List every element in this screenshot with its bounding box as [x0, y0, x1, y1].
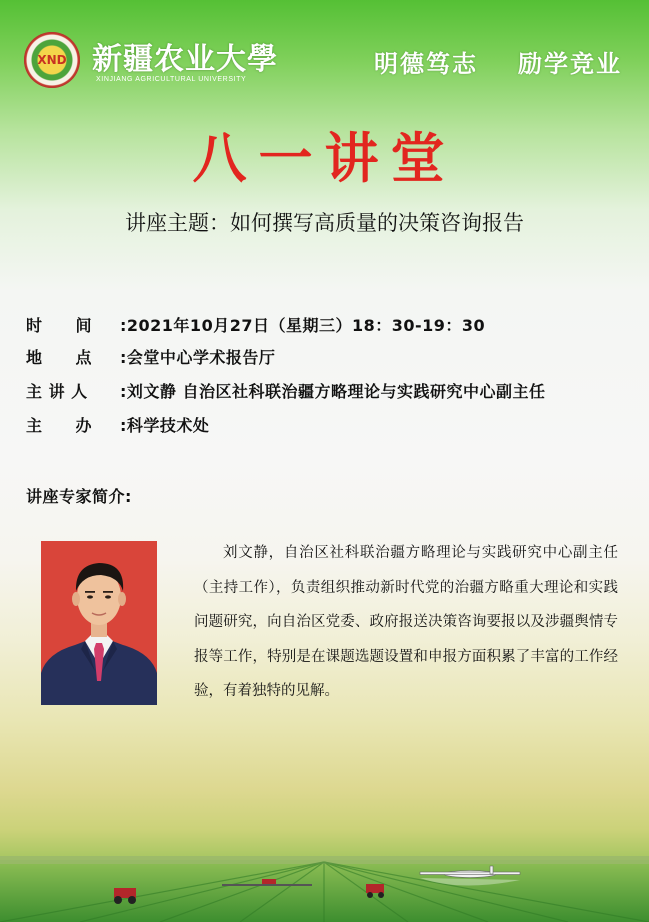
info-time: [26, 313, 485, 336]
motto-left: 明德笃志: [374, 49, 478, 78]
university-logo: [24, 32, 80, 88]
farmland-scenery: [0, 800, 649, 922]
host-value: :科学技术处: [120, 416, 210, 435]
speaker-label: 主 讲 人: [26, 382, 88, 401]
time-value: :2021年10月27日（星期三）18：30-19：30: [120, 316, 486, 335]
lecture-subject: [0, 207, 649, 237]
speaker-portrait: [41, 541, 157, 705]
subject-text: 如何撰写高质量的决策咨询报告: [230, 211, 524, 235]
info-host: [26, 413, 209, 436]
portrait-illustration: [41, 541, 157, 705]
subject-label: 讲座主题：: [125, 211, 230, 235]
time-label: 时 间: [26, 316, 93, 335]
lecture-series-title: 八一讲堂: [192, 127, 457, 190]
speaker-value: :刘文静 自治区社科联治疆方略理论与实践研究中心副主任: [120, 382, 546, 401]
motto-right: 励学竞业: [518, 49, 622, 78]
expert-intro-heading: 讲座专家简介:: [26, 487, 132, 506]
speaker-bio: 刘文静，自治区社科联治疆方略理论与实践研究中心副主任（主持工作），负责组织推动新时代党的治疆方略重大理论和实践问题研究，向自治区党委、政府报送决策咨询要报以及涉疆舆情专报等工作，特别是在课题选题设置和申报方面积累了丰富的工作经验，有着独特的见解。: [194, 545, 618, 699]
logo-text: XND: [37, 53, 67, 67]
info-place: [26, 345, 275, 368]
university-name-en: XINJIANG AGRICULTURAL UNIVERSITY: [96, 76, 247, 83]
info-speaker: [26, 379, 545, 402]
place-value: :会堂中心学术报告厅: [120, 348, 276, 367]
place-label: 地 点: [26, 348, 93, 367]
host-label: 主 办: [26, 416, 93, 435]
university-name: 新疆农业大學: [92, 42, 278, 77]
